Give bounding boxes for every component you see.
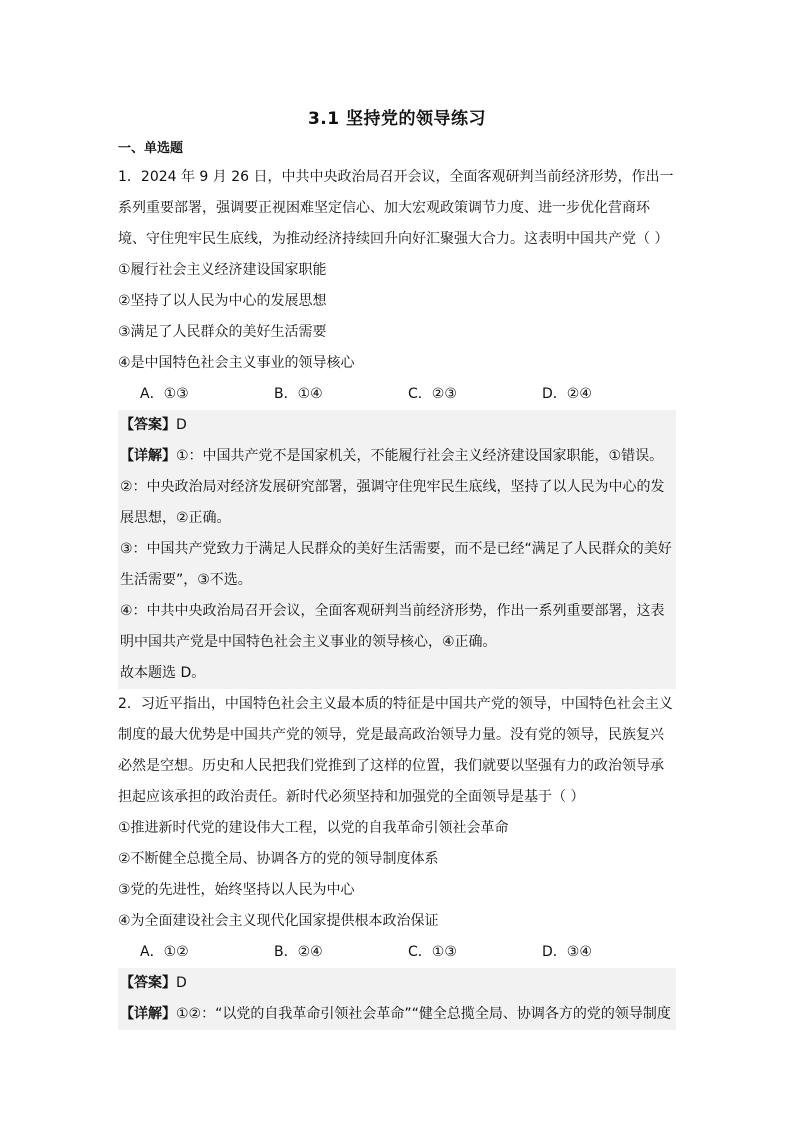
option-c: C．①③	[408, 944, 457, 960]
question-2	[118, 689, 676, 1030]
option-a: A．①②	[140, 944, 189, 960]
answer-options	[118, 379, 676, 410]
answer-options	[118, 937, 676, 968]
statement-item: ④为全面建设社会主义现代化国家提供根本政治保证	[118, 913, 439, 929]
answer-value: D	[176, 975, 187, 991]
statement-item: ④是中国特色社会主义事业的领导核心	[118, 355, 355, 371]
detail-label: 【详解】	[120, 1006, 176, 1022]
answer-line	[120, 968, 674, 999]
answer-label: 【答案】	[120, 417, 176, 433]
question-1	[118, 162, 676, 689]
detail-line: ②：中央政治局对经济发展研究部署，强调守住兜牢民生底线，坚持了以人民为中心的发展思想，②正确。	[120, 479, 665, 526]
detail-line: ③：中国共产党致力于满足人民群众的美好生活需要，而不是已经“满足了人民群众的美好生活需要”，③不选。	[120, 541, 672, 588]
option-d: D．②④	[542, 386, 592, 402]
detail-text: ①②：“以党的自我革命引领社会革命”“健全总揽全局、协调各方的党的领导制度	[176, 1006, 671, 1022]
statement-item: ①推进新时代党的建设伟大工程，以党的自我革命引领社会革命	[118, 820, 509, 836]
detail-line	[120, 999, 674, 1030]
option-b: B．①④	[274, 386, 323, 402]
detail-line	[120, 441, 674, 472]
statement-item: ③党的先进性，始终坚持以人民为中心	[118, 882, 355, 898]
statement-item: ②坚持了以人民为中心的发展思想	[118, 293, 327, 309]
answer-value: D	[176, 417, 187, 433]
detail-text: ①：中国共产党不是国家机关，不能履行社会主义经济建设国家职能，①错误。	[176, 448, 664, 464]
answer-label: 【答案】	[120, 975, 176, 991]
answer-block	[118, 968, 676, 1030]
question-stem: 2．习近平指出，中国特色社会主义最本质的特征是中国共产党的领导，中国特色社会主义制度的最大优势是中国共产党的领导，党是最高政治领导力量。没有党的领导，民族复兴必然是空想。历史和人民把我们党推到了这样的位置，我们就要以坚强有力的政治领导承担起应该承担的政治责任。新时代必须坚持和加强党的全面领导是基于（ ）	[118, 696, 673, 805]
question-stem: 1．2024 年 9 月 26 日，中共中央政治局召开会议，全面客观研判当前经济形势，作出一系列重要部署，强调要正视困难坚定信心、加大宏观政策调节力度、进一步优化营商环境、守住兜牢民生底线，为推动经济持续回升向好汇聚强大合力。这表明中国共产党（ ）	[118, 169, 674, 247]
statement-item: ②不断健全总揽全局、协调各方的党的领导制度体系	[118, 851, 439, 867]
statement-item: ③满足了人民群众的美好生活需要	[118, 324, 327, 340]
answer-line	[120, 410, 674, 441]
option-d: D．③④	[542, 944, 592, 960]
conclusion-line: 故本题选 D。	[120, 665, 206, 681]
option-b: B．②④	[274, 944, 323, 960]
page-title: 3.1 坚持党的领导练习	[307, 109, 487, 129]
document-page	[118, 96, 676, 1030]
option-a: A．①③	[140, 386, 189, 402]
option-c: C．②③	[408, 386, 457, 402]
statement-item: ①履行社会主义经济建设国家职能	[118, 262, 327, 278]
answer-block	[118, 410, 676, 689]
detail-label: 【详解】	[120, 448, 176, 464]
section-heading: 一、单选题	[118, 141, 184, 156]
detail-line: ④：中共中央政治局召开会议，全面客观研判当前经济形势，作出一系列重要部署，这表明中国共产党是中国特色社会主义事业的领导核心，④正确。	[120, 603, 665, 650]
